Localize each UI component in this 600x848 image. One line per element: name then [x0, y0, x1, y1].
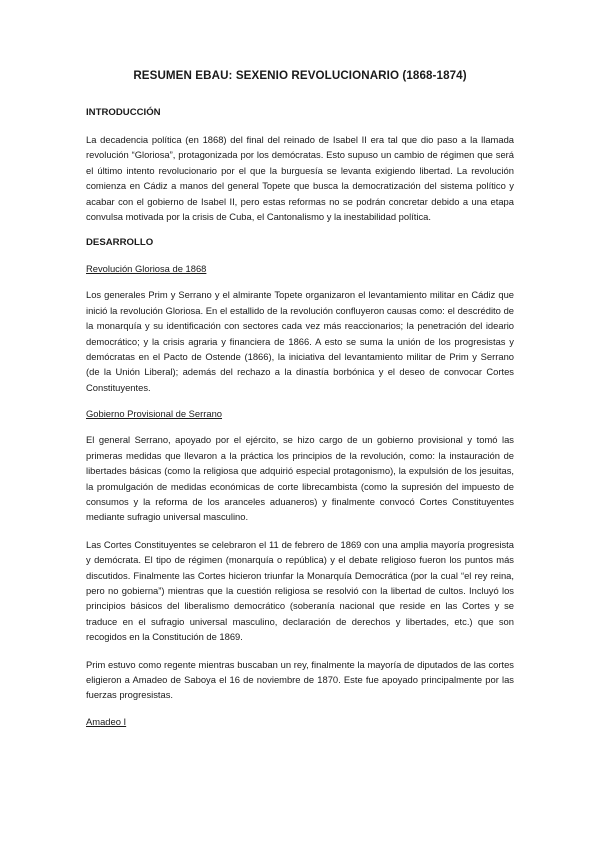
- document-body: [86, 68, 514, 740]
- heading-introduccion: INTRODUCCIÓN: [86, 107, 161, 118]
- paragraph-gobierno-provisional: El general Serrano, apoyado por el ejército, se hizo cargo de un gobierno provisional y tomó las primeras medidas que llevaron a la práctica los principios de la revolución, como: la instauración de libertades básicas (como la religiosa que adquirió especial protagonismo), la expulsión de los jesuitas, la promulgación de medidas económicas de corte librecambista (como la supresión del impuesto de consumos y la reforma de los aranceles aduaneros) y finalmente convocó Cortes Constituyentes mediante sufragio universal masculino.: [86, 434, 514, 523]
- subheading-amadeo: Amadeo I: [86, 715, 127, 727]
- paragraph-introduccion: La decadencia política (en 1868) del final del reinado de Isabel II era tal que dio paso a la llamada revolución “Gloriosa”, protagonizada por los demócratas. Esto supuso un cambio de régimen que será el último intento revolucionario por el que la burguesía se levanta exigiendo libertad. La revolución comienza en Cádiz a manos del general Topete que busca la democratización del sistema político y acabar con el gobierno de Isabel II, pero estas reformas no se podrán concretar debido a una etapa convulsa motivada por la crisis de Cuba, el Cantonalismo y la inestabilidad política.: [86, 134, 514, 223]
- heading-desarrollo: DESARROLLO: [86, 237, 154, 249]
- subheading-gobierno-provisional: Gobierno Provisional de Serrano: [86, 408, 223, 420]
- subheading-revolucion-gloriosa: Revolución Gloriosa de 1868: [86, 263, 207, 275]
- document-title: RESUMEN EBAU: SEXENIO REVOLUCIONARIO (1868-1874): [133, 69, 467, 82]
- paragraph-regencia-prim: Prim estuvo como regente mientras buscaban un rey, finalmente la mayoría de diputados de las cortes eligieron a Amadeo de Saboya el 16 de noviembre de 1870. Este fue apoyado principalmente por las fuerzas progresistas.: [86, 658, 514, 701]
- paragraph-cortes-constituyentes: Las Cortes Constituyentes se celebraron el 11 de febrero de 1869 con una amplia mayoría progresista y demócrata. El tipo de régimen (monarquía o república) y el debate religioso fueron los puntos más discutidos. Finalmente las Cortes hicieron triunfar la Monarquía Democrática (por la cual “el rey reina, pero no gobierna”) mientras que la cuestión religiosa se resolvió con la libertad de cultos. Incluyó los principios básicos del liberalismo democrático (soberanía nacional que reside en las Cortes y se traduce en el sufragio universal masculino, declaración de derechos y libertades, etc.) que son recogidos en la Constitución de 1869.: [86, 538, 514, 643]
- paragraph-revolucion-gloriosa: Los generales Prim y Serrano y el almirante Topete organizaron el levantamiento militar en Cádiz que inició la revolución Gloriosa. En el estallido de la revolución confluyeron causas como: el descrédito de la monarquía y su identificación con sectores cada vez más reaccionarios; la penetración del ideario democrático; y la crisis agraria y financiera de 1866. A esto se suma la unión de los progresistas y demócratas en el Pacto de Ostende (1866), la iniciativa del levantamiento militar de Prim y Serrano (de la Unión Liberal); además del rechazo a la dinastía borbónica y el deseo de convocar Cortes Constituyentes.: [86, 289, 514, 393]
